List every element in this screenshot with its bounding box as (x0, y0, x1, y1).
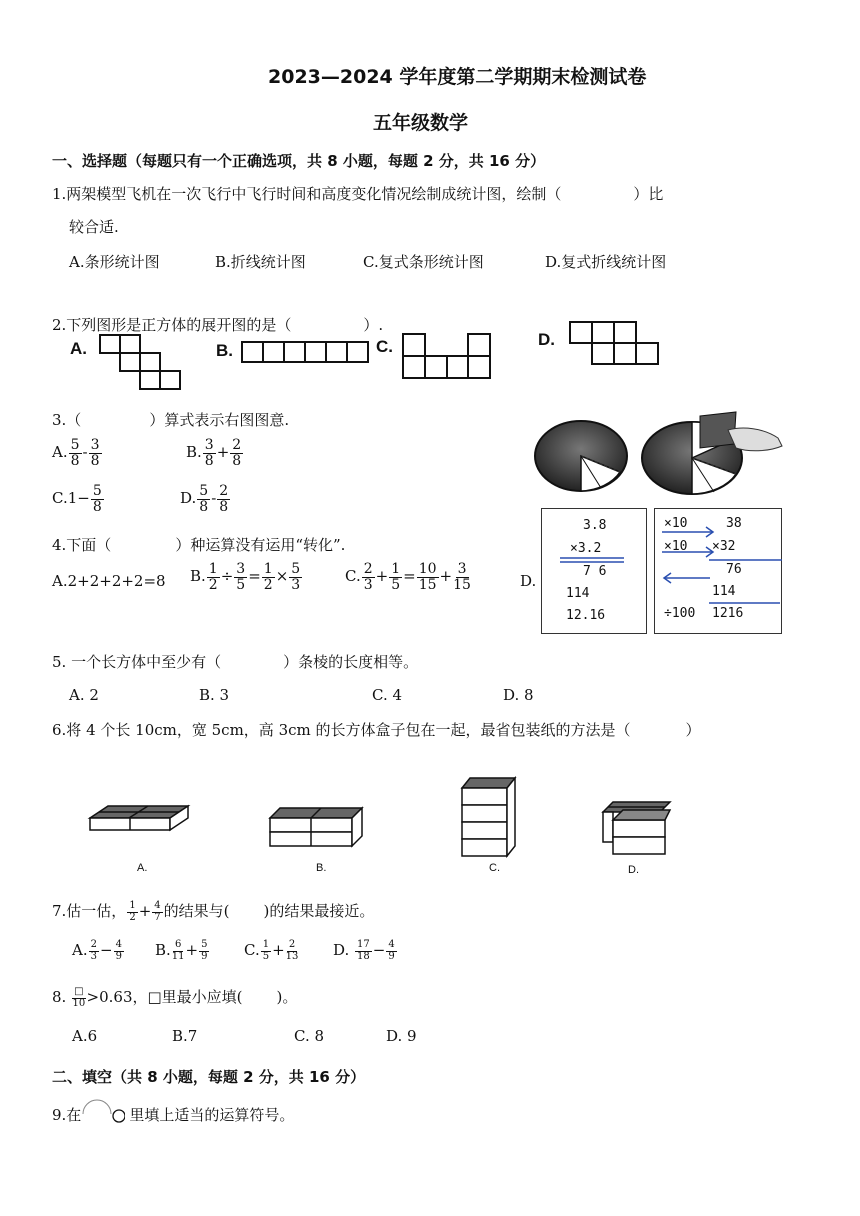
q4-option-b[interactable]: B. $\frac{1}{2}$ ÷ $\frac{3}{5}$ = $\frac{1}{2}$ × $\frac{5}{3}$ (190, 561, 301, 593)
q1-option-d[interactable]: D.复式折线统计图 (545, 253, 667, 271)
calc-left-line: 3.8 (583, 518, 607, 533)
calc-right-op: ×10 (664, 539, 688, 554)
calc-right-op: ×10 (664, 516, 688, 531)
page-subtitle: 五年级数学 (373, 112, 469, 134)
calc-left-line: ×3.2 (570, 541, 602, 556)
section-heading-1: 一、选择题（每题只有一个正确选项，共 8 小题，每题 2 分，共 16 分） (52, 152, 546, 170)
q6-label-b: B. (316, 862, 327, 874)
calc-right-num: 76 (726, 562, 742, 577)
q2-stem: 2.下列图形是正方体的展开图的是（ ）. (52, 316, 384, 334)
q8-option-c[interactable]: C. 8 (294, 1027, 325, 1045)
q5-option-b[interactable]: B. 3 (199, 686, 230, 704)
calc-right-arrows (654, 508, 784, 632)
q2-label-d: D. (538, 330, 555, 349)
q1-stem-line2: 较合适. (69, 218, 119, 236)
q1-stem: 1.两架模型飞机在一次飞行中飞行时间和高度变化情况绘制成统计图，绘制（ ）比 (52, 185, 664, 203)
q1-option-a[interactable]: A.条形统计图 (69, 253, 160, 271)
q4-option-d[interactable]: D. (520, 572, 537, 590)
q6-label-c: C. (489, 862, 500, 874)
q3-option-c[interactable]: C.1− $\frac{5}{8}$ (52, 483, 102, 515)
q1-option-b[interactable]: B.折线统计图 (215, 253, 306, 271)
calc-left-rule (560, 556, 628, 564)
calc-right-num: 114 (712, 584, 736, 599)
q5-option-c[interactable]: C. 4 (372, 686, 403, 704)
q8-option-a[interactable]: A.6 (72, 1027, 98, 1045)
q5-option-d[interactable]: D. 8 (503, 686, 534, 704)
q5-stem: 5. 一个长方体中至少有（ ）条棱的长度相等。 (52, 653, 419, 671)
q3-pie-figure (528, 408, 790, 500)
q8-option-b[interactable]: B.7 (172, 1027, 198, 1045)
q6-label-a: A. (137, 862, 148, 874)
q7-option-a[interactable]: A. $\frac{2}{3}$ − $\frac{4}{9}$ (72, 939, 122, 962)
q7-option-d[interactable]: D. $\frac{17}{18}$ − $\frac{4}{9}$ (333, 939, 395, 962)
q2-cube-nets (0, 0, 860, 400)
q7-option-c[interactable]: C. $\frac{1}{5}$ + $\frac{2}{13}$ (244, 939, 299, 962)
q4-stem: 4.下面（ ）种运算没有运用“转化”. (52, 536, 346, 554)
q3-stem: 3.（ ）算式表示右图图意. (52, 411, 290, 429)
q8-stem: 8. $\frac{□}{10}$ >0.63，□里最小应填( )。 (52, 986, 298, 1009)
q5-option-a[interactable]: A. 2 (69, 686, 99, 704)
q9-stem: 9.在 里填上适当的运算符号。 (52, 1104, 294, 1125)
calc-right-num: 1216 (712, 606, 744, 621)
q2-label-a: A. (70, 339, 87, 358)
q8-option-d[interactable]: D. 9 (386, 1027, 417, 1045)
q6-stem: 6.将 4 个长 10cm，宽 5cm，高 3cm 的长方体盒子包在一起，最省包装纸的方法是（ ） (52, 721, 701, 739)
calc-right-op: ÷100 (664, 606, 696, 621)
page-title: 2023—2024 学年度第二学期期末检测试卷 (268, 66, 647, 88)
q7-stem: 7.估一估， $\frac{1}{2}$ + $\frac{4}{7}$ 的结果与( )的结果最接近。 (52, 900, 375, 923)
calc-left-line: 114 (566, 586, 590, 601)
q2-label-b: B. (216, 341, 233, 360)
calc-left-line: 12.16 (566, 608, 606, 623)
calc-left-line: 7 6 (583, 564, 607, 579)
calc-right-num: ×32 (712, 539, 736, 554)
q3-option-a[interactable]: A. $\frac{5}{8}$ - $\frac{3}{8}$ (52, 437, 100, 469)
q6-box-figures (0, 770, 860, 880)
q1-option-c[interactable]: C.复式条形统计图 (363, 253, 484, 271)
q2-label-c: C. (376, 337, 393, 356)
q4-option-a[interactable]: A.2+2+2+2=8 (52, 572, 166, 590)
q4-option-c[interactable]: C. $\frac{2}{3}$ + $\frac{1}{5}$ = $\frac{10}{15}$ + $\frac{3}{15}$ (345, 561, 471, 593)
circle-blank-icon (77, 1092, 125, 1126)
q3-option-d[interactable]: D. $\frac{5}{8}$ - $\frac{2}{8}$ (180, 483, 229, 515)
calc-right-num: 38 (726, 516, 742, 531)
q3-option-b[interactable]: B. $\frac{3}{8}$ + $\frac{2}{8}$ (186, 437, 242, 469)
q7-option-b[interactable]: B. $\frac{6}{11}$ + $\frac{5}{9}$ (155, 939, 208, 962)
section-heading-2: 二、填空（共 8 小题，每题 2 分，共 16 分） (52, 1068, 366, 1086)
q6-label-d: D. (628, 864, 639, 876)
